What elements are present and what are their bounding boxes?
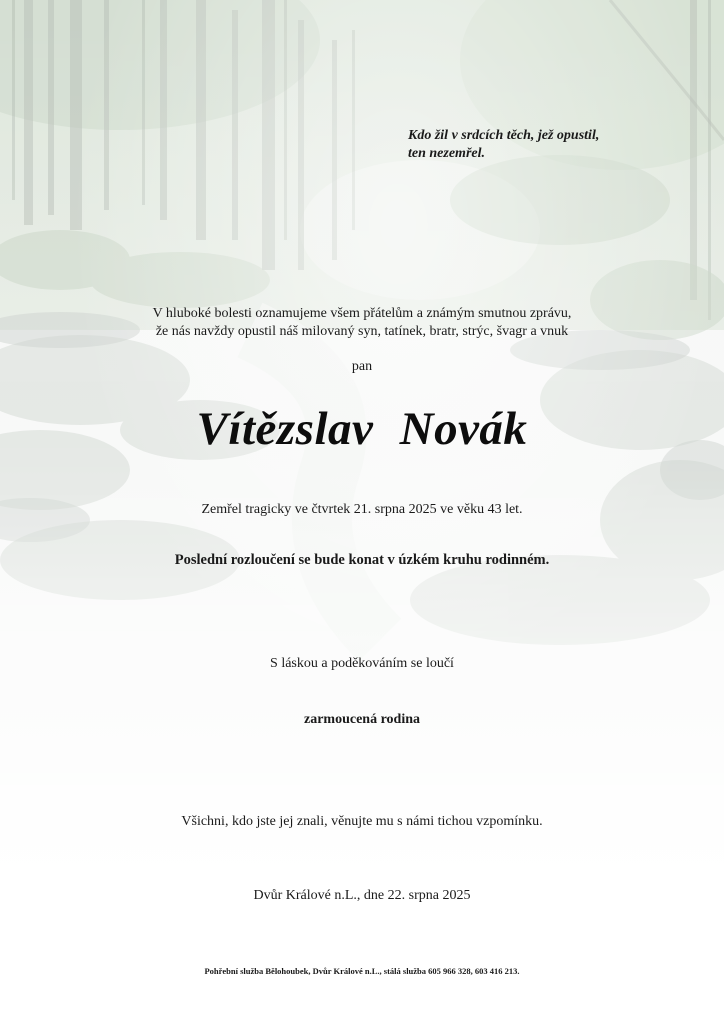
place-and-date: Dvůr Králové n.L., dne 22. srpna 2025 (253, 888, 471, 903)
funeral-service-footer: Pohřební služba Bělohoubek, Dvůr Králové n.L., stálá služba 605 966 328, 603 416 213. (204, 966, 520, 976)
motto-line-2: ten nezemřel. (408, 146, 485, 161)
funeral-info: Poslední rozloučení se bude konat v úzkém kruhu rodinném. (174, 552, 550, 568)
motto-line-1: Kdo žil v srdcích těch, jež opustil, (408, 128, 600, 143)
honorific-title: pan (351, 359, 373, 374)
announcement-line-2: že nás navždy opustil náš milovaný syn, tatínek, bratr, strýc, švagr a vnuk (155, 324, 569, 339)
motto-quote (408, 127, 708, 163)
family-signature: zarmoucená rodina (303, 712, 420, 727)
announcement-text (0, 305, 724, 341)
death-info: Zemřel tragicky ve čtvrtek 21. srpna 2025 ve věku 43 let. (201, 502, 523, 517)
farewell-text: S láskou a poděkováním se loučí (270, 656, 454, 671)
announcement-line-1: V hluboké bolesti oznamujeme všem přátelům a známým smutnou zprávu, (152, 306, 572, 321)
remembrance-text: Všichni, kdo jste jej znali, věnujte mu s námi tichou vzpomínku. (181, 814, 543, 829)
deceased-name: Vítězslav Novák (196, 403, 528, 455)
